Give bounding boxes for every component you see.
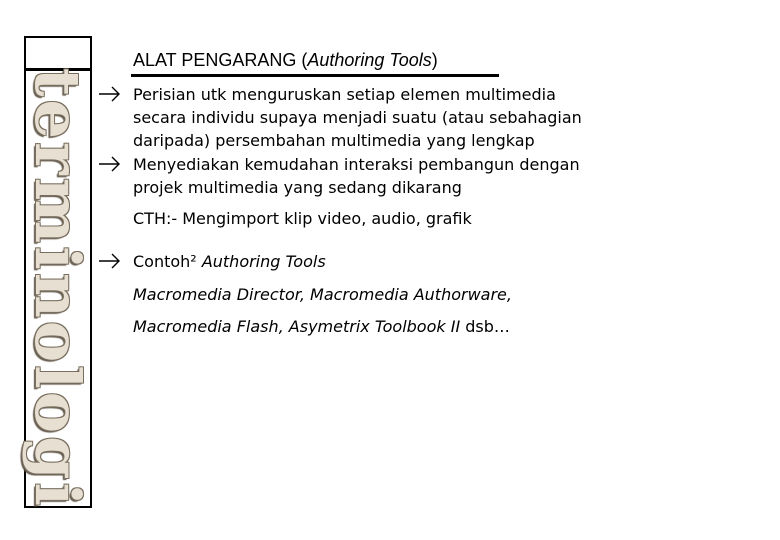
slide-frame-top — [24, 36, 92, 71]
bullet-3-line — [133, 250, 326, 273]
vertical-title-text: terminologi — [21, 67, 95, 509]
products-line-1: Macromedia Director, Macromedia Authorware, — [133, 285, 512, 304]
bullet-1-line-2: secara individu supaya menjadi suatu (atau sebahagian — [133, 108, 582, 127]
slide-title-end: ) — [431, 50, 438, 70]
products-line-2 — [133, 315, 510, 338]
arrow-right-icon — [98, 86, 122, 102]
slide-title-main: ALAT PENGARANG ( — [133, 50, 308, 70]
bullet-2-line-2: projek multimedia yang sedang dikarang — [133, 178, 462, 197]
arrow-right-icon — [98, 156, 122, 172]
title-underline — [131, 74, 499, 77]
products-line-2-italic: Macromedia Flash, Asymetrix Toolbook II — [133, 317, 461, 336]
bullet-1-line-1: Perisian utk menguruskan setiap elemen multimedia — [133, 85, 556, 104]
arrow-right-icon — [98, 253, 122, 269]
bullet-3-prefix: Contoh² — [133, 252, 202, 271]
products-line-2-end: dsb… — [460, 317, 510, 336]
vertical-title-terminologi — [21, 67, 95, 509]
bullet-3-italic: Authoring Tools — [201, 252, 326, 271]
slide-title-italic: Authoring Tools — [307, 50, 432, 70]
bullet-2-line-1: Menyediakan kemudahan interaksi pembangun dengan — [133, 155, 580, 174]
example-line: CTH:- Mengimport klip video, audio, grafik — [133, 209, 472, 228]
slide-title — [133, 50, 438, 71]
bullet-1-line-3: daripada) persembahan multimedia yang lengkap — [133, 131, 535, 150]
